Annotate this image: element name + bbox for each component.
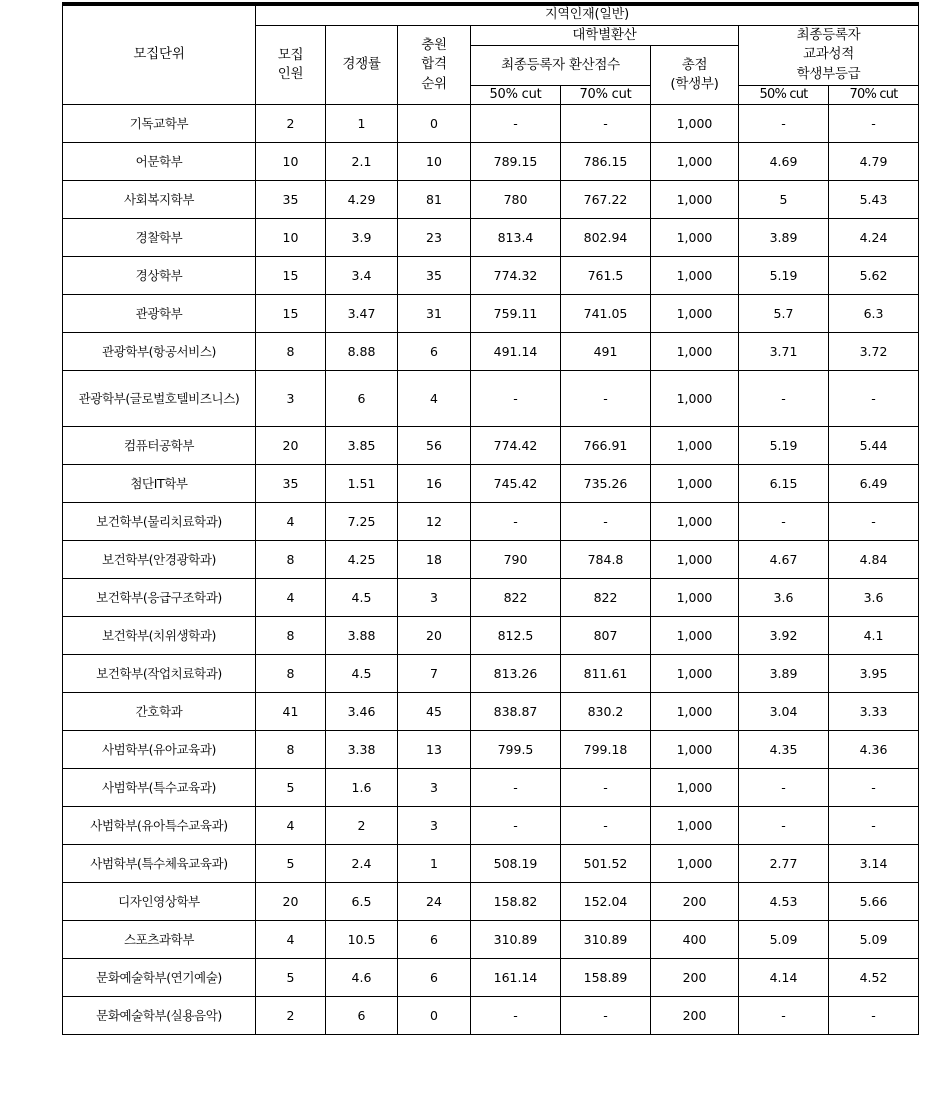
header-grade-line-3: 학생부등급 — [796, 65, 861, 82]
cell-conversion-cut50: - — [471, 105, 561, 143]
cell-conversion-cut50: 812.5 — [471, 617, 561, 655]
cell-grade-cut50: 5 — [739, 181, 829, 219]
cell-total: 1,000 — [651, 295, 739, 333]
cell-grade-cut70: 5.43 — [829, 181, 919, 219]
cell-grade-cut50: 5.19 — [739, 427, 829, 465]
cell-conversion-cut50: 508.19 — [471, 845, 561, 883]
cell-ratio: 6 — [326, 371, 398, 427]
cell-conversion-cut50: - — [471, 997, 561, 1035]
cell-grade-cut70: 5.66 — [829, 883, 919, 921]
cell-grade-cut50: 2.77 — [739, 845, 829, 883]
cell-rank: 20 — [398, 617, 471, 655]
cell-rank: 7 — [398, 655, 471, 693]
cell-ratio: 8.88 — [326, 333, 398, 371]
cell-conversion-cut50: 774.32 — [471, 257, 561, 295]
cell-total: 200 — [651, 883, 739, 921]
cell-unit-name: 디자인영상학부 — [63, 883, 256, 921]
cell-ratio: 4.5 — [326, 655, 398, 693]
header-quota — [256, 25, 326, 105]
cell-conversion-cut50: - — [471, 371, 561, 427]
cell-total: 1,000 — [651, 427, 739, 465]
cell-unit-name: 사범학부(유아특수교육과) — [63, 807, 256, 845]
cell-grade-cut50: - — [739, 997, 829, 1035]
cell-conversion-cut70: 158.89 — [561, 959, 651, 997]
cell-rank: 31 — [398, 295, 471, 333]
cell-quota: 3 — [256, 371, 326, 427]
cell-conversion-cut50: 774.42 — [471, 427, 561, 465]
cell-quota: 2 — [256, 997, 326, 1035]
header-grade-cut50: 50% cut — [739, 85, 829, 105]
cell-conversion-cut70: - — [561, 997, 651, 1035]
cell-conversion-cut50: 813.4 — [471, 219, 561, 257]
cell-grade-cut50: 5.09 — [739, 921, 829, 959]
table-row — [63, 503, 919, 541]
cell-conversion-cut70: 761.5 — [561, 257, 651, 295]
cell-grade-cut50: 3.71 — [739, 333, 829, 371]
table-row — [63, 959, 919, 997]
cell-grade-cut70: 4.79 — [829, 143, 919, 181]
cell-conversion-cut70: 811.61 — [561, 655, 651, 693]
cell-total: 1,000 — [651, 105, 739, 143]
cell-conversion-cut50: 799.5 — [471, 731, 561, 769]
cell-grade-cut50: - — [739, 105, 829, 143]
cell-conversion-cut50: 813.26 — [471, 655, 561, 693]
cell-quota: 35 — [256, 181, 326, 219]
cell-rank: 12 — [398, 503, 471, 541]
cell-unit-name: 사범학부(유아교육과) — [63, 731, 256, 769]
cell-grade-cut50: 5.7 — [739, 295, 829, 333]
cell-rank: 35 — [398, 257, 471, 295]
cell-unit-name: 기독교학부 — [63, 105, 256, 143]
cell-quota: 10 — [256, 143, 326, 181]
cell-rank: 23 — [398, 219, 471, 257]
cell-grade-cut50: 3.89 — [739, 655, 829, 693]
table-row — [63, 617, 919, 655]
cell-grade-cut70: 6.49 — [829, 465, 919, 503]
cell-grade-cut50: 4.69 — [739, 143, 829, 181]
table-row — [63, 181, 919, 219]
cell-grade-cut70: 6.3 — [829, 295, 919, 333]
cell-grade-cut70: - — [829, 769, 919, 807]
table-row — [63, 143, 919, 181]
cell-conversion-cut70: - — [561, 105, 651, 143]
cell-quota: 8 — [256, 541, 326, 579]
cell-conversion-cut50: 310.89 — [471, 921, 561, 959]
cell-conversion-cut70: 830.2 — [561, 693, 651, 731]
header-competition-ratio: 경쟁률 — [326, 25, 398, 105]
cell-quota: 15 — [256, 257, 326, 295]
cell-total: 1,000 — [651, 333, 739, 371]
cell-ratio: 3.46 — [326, 693, 398, 731]
header-moipdanwi: 모집단위 — [63, 4, 256, 105]
cell-conversion-cut70: - — [561, 371, 651, 427]
cell-ratio: 3.4 — [326, 257, 398, 295]
cell-grade-cut70: 5.09 — [829, 921, 919, 959]
cell-quota: 35 — [256, 465, 326, 503]
cell-conversion-cut70: - — [561, 503, 651, 541]
cell-ratio: 10.5 — [326, 921, 398, 959]
cell-total: 200 — [651, 959, 739, 997]
cell-quota: 20 — [256, 427, 326, 465]
cell-total: 1,000 — [651, 219, 739, 257]
cell-ratio: 4.5 — [326, 579, 398, 617]
cell-conversion-cut70: 822 — [561, 579, 651, 617]
cell-quota: 5 — [256, 769, 326, 807]
cell-quota: 4 — [256, 579, 326, 617]
header-conversion-score: 최종등록자 환산점수 — [471, 46, 651, 85]
cell-total: 1,000 — [651, 181, 739, 219]
header-waitlist-rank — [398, 25, 471, 105]
cell-conversion-cut50: 745.42 — [471, 465, 561, 503]
cell-quota: 8 — [256, 731, 326, 769]
cell-grade-cut70: 4.36 — [829, 731, 919, 769]
cell-conversion-cut50: - — [471, 769, 561, 807]
cell-unit-name: 컴퓨터공학부 — [63, 427, 256, 465]
cell-conversion-cut50: 780 — [471, 181, 561, 219]
cell-ratio: 1 — [326, 105, 398, 143]
header-quota-line-1: 모집 — [277, 46, 304, 63]
cell-rank: 24 — [398, 883, 471, 921]
cell-conversion-cut70: 491 — [561, 333, 651, 371]
cell-ratio: 2 — [326, 807, 398, 845]
table-row — [63, 921, 919, 959]
cell-rank: 6 — [398, 921, 471, 959]
cell-grade-cut70: - — [829, 503, 919, 541]
cell-unit-name: 사범학부(특수체육교육과) — [63, 845, 256, 883]
cell-grade-cut70: 3.14 — [829, 845, 919, 883]
cell-grade-cut50: 3.04 — [739, 693, 829, 731]
cell-rank: 3 — [398, 579, 471, 617]
cell-grade-cut70: - — [829, 105, 919, 143]
cell-ratio: 4.29 — [326, 181, 398, 219]
cell-total: 1,000 — [651, 503, 739, 541]
cell-grade-cut50: 4.67 — [739, 541, 829, 579]
cell-quota: 8 — [256, 333, 326, 371]
cell-total: 1,000 — [651, 579, 739, 617]
cell-rank: 56 — [398, 427, 471, 465]
cell-ratio: 6.5 — [326, 883, 398, 921]
cell-ratio: 3.38 — [326, 731, 398, 769]
cell-grade-cut70: 3.6 — [829, 579, 919, 617]
cell-total: 200 — [651, 997, 739, 1035]
header-quota-line-2: 인원 — [277, 66, 304, 83]
table-row — [63, 541, 919, 579]
cell-rank: 1 — [398, 845, 471, 883]
table-row — [63, 731, 919, 769]
cell-quota: 41 — [256, 693, 326, 731]
cell-rank: 81 — [398, 181, 471, 219]
cell-conversion-cut50: 759.11 — [471, 295, 561, 333]
cell-unit-name: 경상학부 — [63, 257, 256, 295]
cell-unit-name: 어문학부 — [63, 143, 256, 181]
table-row — [63, 769, 919, 807]
table-row — [63, 105, 919, 143]
cell-rank: 45 — [398, 693, 471, 731]
cell-conversion-cut50: 822 — [471, 579, 561, 617]
cell-grade-cut70: 4.84 — [829, 541, 919, 579]
cell-conversion-cut70: - — [561, 807, 651, 845]
header-grade-group — [739, 25, 919, 85]
header-grade-line-1: 최종등록자 — [796, 26, 861, 43]
header-row-1 — [63, 4, 919, 25]
cell-rank: 18 — [398, 541, 471, 579]
cell-unit-name: 첨단IT학부 — [63, 465, 256, 503]
cell-total: 1,000 — [651, 371, 739, 427]
cell-quota: 5 — [256, 845, 326, 883]
cell-unit-name: 경찰학부 — [63, 219, 256, 257]
cell-unit-name: 문화예술학부(실용음악) — [63, 997, 256, 1035]
header-rank-line-1: 충원 — [421, 36, 447, 53]
cell-grade-cut50: 4.35 — [739, 731, 829, 769]
cell-total: 1,000 — [651, 465, 739, 503]
cell-quota: 2 — [256, 105, 326, 143]
cell-total: 1,000 — [651, 807, 739, 845]
cell-grade-cut70: 4.24 — [829, 219, 919, 257]
cell-ratio: 1.6 — [326, 769, 398, 807]
cell-grade-cut70: - — [829, 371, 919, 427]
cell-ratio: 7.25 — [326, 503, 398, 541]
cell-ratio: 3.88 — [326, 617, 398, 655]
cell-ratio: 4.25 — [326, 541, 398, 579]
cell-total: 1,000 — [651, 617, 739, 655]
cell-grade-cut70: 3.72 — [829, 333, 919, 371]
cell-ratio: 6 — [326, 997, 398, 1035]
cell-grade-cut50: - — [739, 371, 829, 427]
cell-ratio: 3.85 — [326, 427, 398, 465]
cell-unit-name: 스포츠과학부 — [63, 921, 256, 959]
cell-unit-name: 보건학부(작업치료학과) — [63, 655, 256, 693]
cell-unit-name: 보건학부(치위생학과) — [63, 617, 256, 655]
cell-rank: 0 — [398, 105, 471, 143]
cell-conversion-cut70: 501.52 — [561, 845, 651, 883]
cell-ratio: 1.51 — [326, 465, 398, 503]
cell-conversion-cut70: 799.18 — [561, 731, 651, 769]
cell-grade-cut70: 3.33 — [829, 693, 919, 731]
cell-rank: 3 — [398, 769, 471, 807]
cell-quota: 5 — [256, 959, 326, 997]
cell-total: 1,000 — [651, 143, 739, 181]
cell-total: 1,000 — [651, 693, 739, 731]
cell-ratio: 2.4 — [326, 845, 398, 883]
cell-rank: 0 — [398, 997, 471, 1035]
header-total-line-2: (학생부) — [670, 76, 719, 93]
table-row — [63, 693, 919, 731]
cell-rank: 13 — [398, 731, 471, 769]
cell-quota: 8 — [256, 655, 326, 693]
cell-grade-cut50: 5.19 — [739, 257, 829, 295]
cell-conversion-cut50: 158.82 — [471, 883, 561, 921]
cell-grade-cut50: - — [739, 769, 829, 807]
cell-grade-cut70: 5.44 — [829, 427, 919, 465]
table-row — [63, 807, 919, 845]
table-row — [63, 371, 919, 427]
header-conversion-cut50: 50% cut — [471, 85, 561, 105]
cell-rank: 16 — [398, 465, 471, 503]
table-row — [63, 655, 919, 693]
cell-conversion-cut70: 152.04 — [561, 883, 651, 921]
cell-ratio: 3.47 — [326, 295, 398, 333]
cell-conversion-cut50: 790 — [471, 541, 561, 579]
cell-conversion-cut70: 767.22 — [561, 181, 651, 219]
cell-grade-cut70: 4.1 — [829, 617, 919, 655]
cell-conversion-cut70: 310.89 — [561, 921, 651, 959]
cell-unit-name: 보건학부(안경광학과) — [63, 541, 256, 579]
cell-grade-cut70: 4.52 — [829, 959, 919, 997]
cell-conversion-cut50: 789.15 — [471, 143, 561, 181]
cell-grade-cut70: - — [829, 997, 919, 1035]
cell-unit-name: 보건학부(응급구조학과) — [63, 579, 256, 617]
cell-conversion-cut70: 735.26 — [561, 465, 651, 503]
cell-total: 1,000 — [651, 257, 739, 295]
cell-grade-cut50: 4.53 — [739, 883, 829, 921]
header-rank-line-3: 순위 — [421, 75, 447, 92]
cell-rank: 6 — [398, 959, 471, 997]
cell-total: 1,000 — [651, 845, 739, 883]
cell-conversion-cut50: 161.14 — [471, 959, 561, 997]
cell-grade-cut50: 3.89 — [739, 219, 829, 257]
cell-quota: 8 — [256, 617, 326, 655]
cell-unit-name: 보건학부(물리치료학과) — [63, 503, 256, 541]
header-conversion-cut70: 70% cut — [561, 85, 651, 105]
cell-grade-cut50: - — [739, 503, 829, 541]
admissions-table-container — [62, 2, 918, 1035]
cell-quota: 4 — [256, 503, 326, 541]
header-total-score — [651, 46, 739, 105]
table-row — [63, 219, 919, 257]
cell-grade-cut50: 4.14 — [739, 959, 829, 997]
cell-grade-cut70: - — [829, 807, 919, 845]
header-grade-cut70: 70% cut — [829, 85, 919, 105]
table-row — [63, 333, 919, 371]
cell-unit-name: 관광학부(항공서비스) — [63, 333, 256, 371]
cell-grade-cut50: 3.92 — [739, 617, 829, 655]
cell-conversion-cut50: 491.14 — [471, 333, 561, 371]
cell-unit-name: 문화예술학부(연기예술) — [63, 959, 256, 997]
table-row — [63, 465, 919, 503]
cell-total: 400 — [651, 921, 739, 959]
cell-unit-name: 관광학부(글로벌호텔비즈니스) — [63, 371, 256, 427]
cell-conversion-cut70: 807 — [561, 617, 651, 655]
header-rank-line-2: 합격 — [421, 56, 447, 73]
header-total-line-1: 총점 — [681, 56, 708, 73]
table-row — [63, 257, 919, 295]
admissions-results-table — [62, 2, 919, 1035]
cell-quota: 15 — [256, 295, 326, 333]
cell-grade-cut50: 3.6 — [739, 579, 829, 617]
cell-grade-cut70: 3.95 — [829, 655, 919, 693]
table-row — [63, 845, 919, 883]
table-header — [63, 4, 919, 105]
cell-rank: 10 — [398, 143, 471, 181]
cell-unit-name: 간호학과 — [63, 693, 256, 731]
cell-unit-name: 사회복지학부 — [63, 181, 256, 219]
header-jiyeokinjae-group: 지역인재(일반) — [256, 4, 919, 25]
cell-ratio: 2.1 — [326, 143, 398, 181]
cell-total: 1,000 — [651, 541, 739, 579]
cell-conversion-cut50: 838.87 — [471, 693, 561, 731]
table-row — [63, 295, 919, 333]
header-conversion-group: 대학별환산 — [471, 25, 739, 46]
table-row — [63, 997, 919, 1035]
cell-grade-cut50: 6.15 — [739, 465, 829, 503]
cell-conversion-cut50: - — [471, 503, 561, 541]
cell-conversion-cut70: 786.15 — [561, 143, 651, 181]
cell-conversion-cut70: - — [561, 769, 651, 807]
header-grade-line-2: 교과성적 — [803, 46, 854, 63]
cell-quota: 20 — [256, 883, 326, 921]
cell-conversion-cut70: 784.8 — [561, 541, 651, 579]
cell-total: 1,000 — [651, 655, 739, 693]
cell-unit-name: 관광학부 — [63, 295, 256, 333]
cell-grade-cut50: - — [739, 807, 829, 845]
cell-ratio: 3.9 — [326, 219, 398, 257]
cell-quota: 4 — [256, 807, 326, 845]
cell-rank: 4 — [398, 371, 471, 427]
cell-rank: 3 — [398, 807, 471, 845]
cell-conversion-cut70: 766.91 — [561, 427, 651, 465]
cell-conversion-cut70: 802.94 — [561, 219, 651, 257]
table-row — [63, 883, 919, 921]
cell-conversion-cut50: - — [471, 807, 561, 845]
cell-quota: 4 — [256, 921, 326, 959]
table-body — [63, 105, 919, 1035]
cell-total: 1,000 — [651, 731, 739, 769]
cell-grade-cut70: 5.62 — [829, 257, 919, 295]
cell-rank: 6 — [398, 333, 471, 371]
table-row — [63, 579, 919, 617]
cell-quota: 10 — [256, 219, 326, 257]
cell-conversion-cut70: 741.05 — [561, 295, 651, 333]
table-row — [63, 427, 919, 465]
cell-ratio: 4.6 — [326, 959, 398, 997]
cell-unit-name: 사범학부(특수교육과) — [63, 769, 256, 807]
cell-total: 1,000 — [651, 769, 739, 807]
